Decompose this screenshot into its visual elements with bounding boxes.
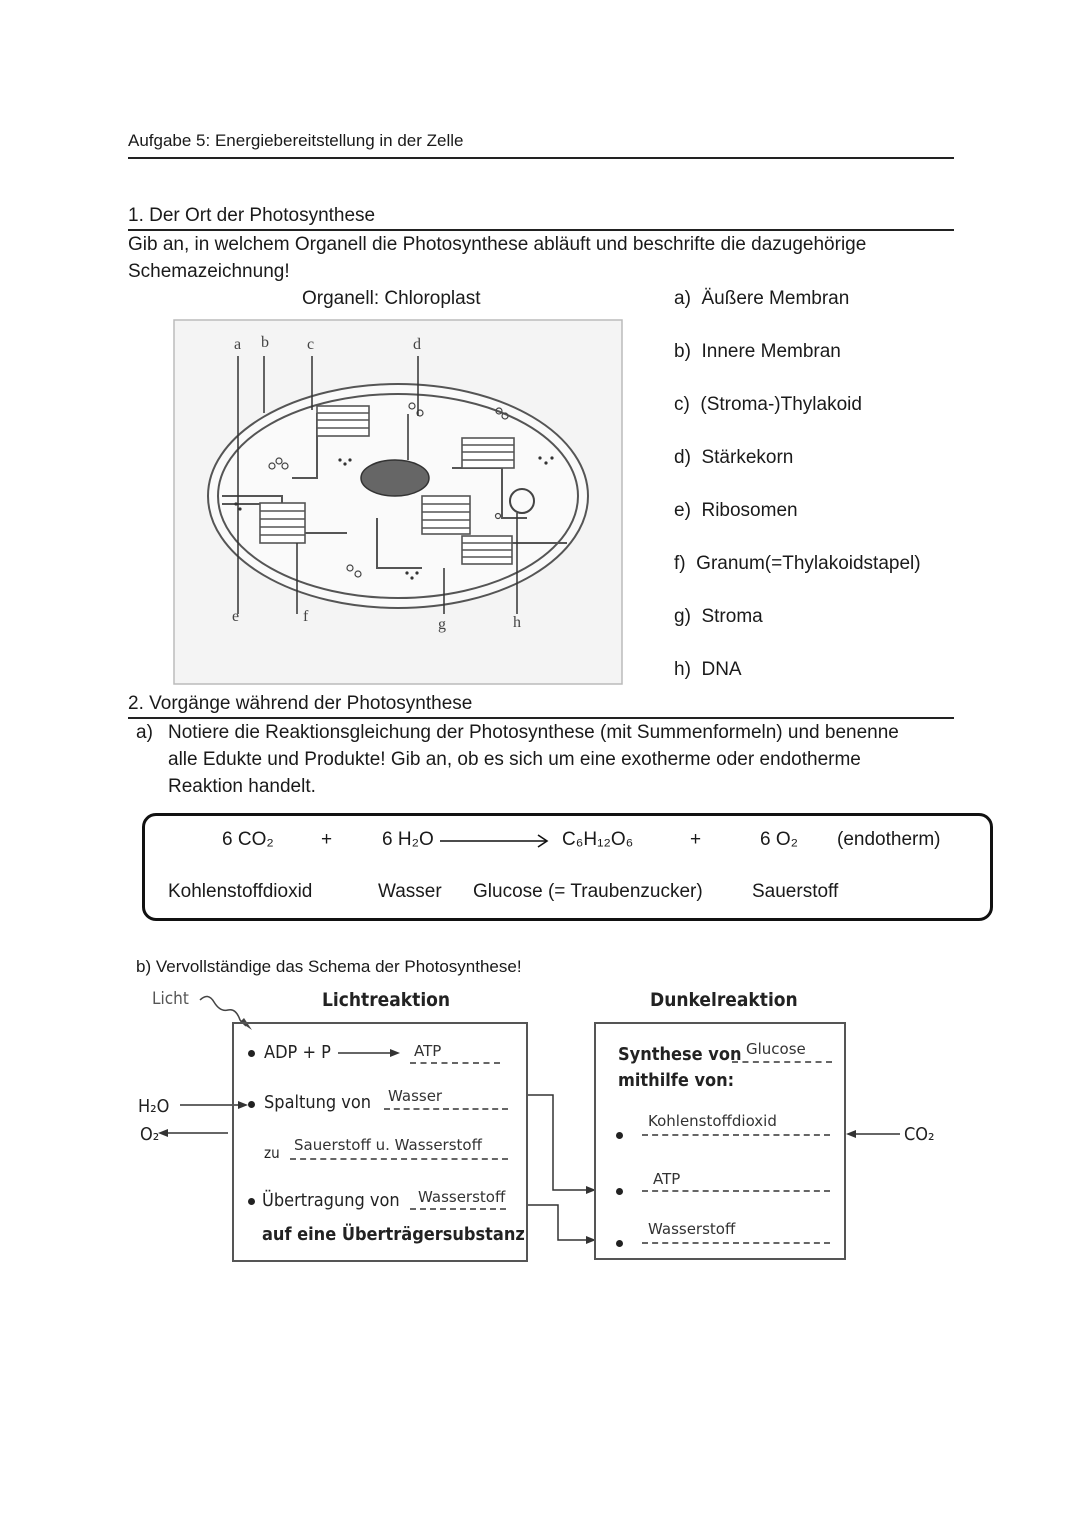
bullet-spaltung bbox=[248, 1101, 255, 1108]
zu-answer: Sauerstoff u. Wasserstoff bbox=[294, 1136, 482, 1154]
page-title: Aufgabe 5: Energiebereitstellung in der Zelle bbox=[128, 131, 464, 150]
licht-label: Licht bbox=[152, 989, 189, 1009]
bullet-dark-1 bbox=[616, 1132, 623, 1139]
diagram-letter-a: a bbox=[234, 336, 242, 353]
photosynthesis-scheme bbox=[128, 982, 954, 1272]
dark-item-1: Kohlenstoffdioxid bbox=[648, 1112, 777, 1130]
uebertragung-text: Übertragung von bbox=[262, 1190, 400, 1211]
light-reaction-title: Lichtreaktion bbox=[322, 989, 451, 1011]
eq-type: (endotherm) bbox=[837, 829, 941, 850]
eq-name-glucose: Glucose (= Traubenzucker) bbox=[473, 881, 703, 902]
atp-answer: ATP bbox=[414, 1042, 442, 1060]
task-a-line1: Notiere die Reaktionsgleichung der Photosynthese (mit Summenformeln) und benenne bbox=[168, 722, 899, 743]
scheme-o2: O₂ bbox=[140, 1124, 160, 1145]
organelle-answer: Organell: Chloroplast bbox=[302, 288, 481, 309]
eq-plus-1: + bbox=[321, 829, 333, 850]
dark-item-3-line bbox=[642, 1242, 830, 1244]
label-d: d) Stärkekorn bbox=[674, 447, 794, 468]
bullet-uebertragung bbox=[248, 1198, 255, 1205]
section2-heading: 2. Vorgänge während der Photosynthese bbox=[128, 693, 473, 714]
diagram-letter-c: c bbox=[307, 336, 315, 353]
eq-plus-2: + bbox=[690, 829, 702, 850]
bullet-dark-3 bbox=[616, 1240, 623, 1247]
task-b: b) Vervollständige das Schema der Photosynthese! bbox=[136, 957, 522, 976]
section2-rule bbox=[128, 717, 954, 719]
section1-instruction-2: Schemazeichnung! bbox=[128, 261, 290, 282]
reaction-arrow bbox=[440, 832, 552, 850]
eq-o2: 6 O₂ bbox=[760, 829, 798, 850]
eq-glucose: C₆H₁₂O₆ bbox=[562, 829, 634, 850]
bullet-adp bbox=[248, 1050, 255, 1057]
spaltung-answer: Wasser bbox=[388, 1087, 443, 1105]
dark-item-1-line bbox=[642, 1134, 830, 1136]
scheme-co2: CO₂ bbox=[904, 1124, 935, 1145]
section1-instruction-1: Gib an, in welchem Organell die Photosynthese abläuft und beschrifte die dazugehörige bbox=[128, 234, 867, 255]
label-g: g) Stroma bbox=[674, 606, 763, 627]
uebertragung-answer: Wasserstoff bbox=[418, 1188, 506, 1206]
uebertraeger-text: auf eine Überträgersubstanz bbox=[262, 1224, 525, 1245]
diagram-letter-h: h bbox=[513, 614, 521, 631]
task-a-letter: a) bbox=[136, 722, 153, 743]
task-a-line2: alle Edukte und Produkte! Gib an, ob es sich um eine exotherme oder endotherme bbox=[168, 749, 861, 770]
synthese-text: Synthese von bbox=[618, 1044, 742, 1065]
dark-item-3: Wasserstoff bbox=[648, 1220, 736, 1238]
dark-item-2: ATP bbox=[653, 1170, 681, 1188]
diagram-letter-b: b bbox=[261, 334, 269, 351]
spaltung-answer-line bbox=[384, 1108, 508, 1110]
synthese-answer-line bbox=[732, 1061, 832, 1063]
label-h: h) DNA bbox=[674, 659, 742, 680]
task-a-line3: Reaktion handelt. bbox=[168, 776, 316, 797]
diagram-letter-e: e bbox=[232, 608, 240, 625]
atp-answer-line bbox=[410, 1062, 500, 1064]
synthese-answer: Glucose bbox=[746, 1040, 806, 1058]
label-f: f) Granum(=Thylakoidstapel) bbox=[674, 553, 921, 574]
section1-rule bbox=[128, 229, 954, 231]
eq-co2: 6 CO₂ bbox=[222, 829, 274, 850]
adp-text: ADP + P bbox=[264, 1042, 331, 1063]
label-b: b) Innere Membran bbox=[674, 341, 841, 362]
label-c: c) (Stroma-)Thylakoid bbox=[674, 394, 862, 415]
title-rule bbox=[128, 157, 954, 159]
zu-text: zu bbox=[264, 1144, 280, 1162]
dark-item-2-line bbox=[642, 1190, 830, 1192]
eq-name-co2: Kohlenstoffdioxid bbox=[168, 881, 313, 902]
section1-heading: 1. Der Ort der Photosynthese bbox=[128, 205, 376, 226]
bullet-dark-2 bbox=[616, 1188, 623, 1195]
dark-reaction-title: Dunkelreaktion bbox=[650, 989, 798, 1011]
scheme-h2o: H₂O bbox=[138, 1096, 170, 1117]
label-e: e) Ribosomen bbox=[674, 500, 798, 521]
uebertragung-answer-line bbox=[410, 1208, 506, 1210]
eq-name-o2: Sauerstoff bbox=[752, 881, 839, 902]
zu-answer-line bbox=[290, 1158, 508, 1160]
spaltung-text: Spaltung von bbox=[264, 1092, 372, 1113]
diagram-letter-g: g bbox=[438, 616, 446, 633]
chloroplast-diagram bbox=[172, 318, 624, 686]
eq-name-h2o: Wasser bbox=[378, 881, 442, 902]
label-a: a) Äußere Membran bbox=[674, 288, 850, 309]
mithilfe-text: mithilfe von: bbox=[618, 1070, 735, 1091]
diagram-letter-f: f bbox=[303, 608, 309, 625]
eq-h2o: 6 H₂O bbox=[382, 829, 434, 850]
diagram-letter-d: d bbox=[413, 336, 421, 353]
